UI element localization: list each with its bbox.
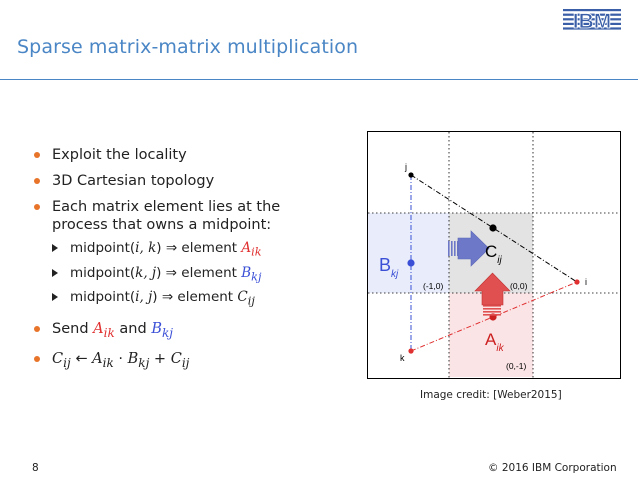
bullet-locality: Exploit the locality [32, 146, 362, 164]
image-caption: Image credit: [Weber2015] [420, 389, 562, 401]
label-b-kj: $B_{kj}$ [379, 255, 399, 280]
copyright-notice: © 2016 IBM Corporation [488, 462, 617, 474]
bullet-list [32, 146, 362, 380]
midpoint-c [489, 224, 496, 231]
coord-center: (0,0) [510, 281, 528, 291]
coord-left: (-1,0) [423, 281, 444, 291]
label-k: k [400, 353, 405, 363]
sub-item-c: midpoint(i, j) ⇒ element $C_{ij}$ [32, 287, 362, 312]
label-j: j [405, 162, 407, 172]
midpoint-sublist [32, 238, 362, 312]
point-j [408, 172, 413, 177]
page-number: 8 [32, 462, 39, 474]
bullet-formula: $C_{ij}$ ← $A_{ik} \cdot B_{kj} + C_{ij}$ [32, 350, 362, 372]
title-divider [0, 79, 638, 80]
coord-bottom: (0,-1) [506, 361, 527, 371]
point-k [408, 348, 413, 353]
cartesian-topology-figure [367, 131, 621, 379]
bullet-send: Send $A_{ik}$ and $B_{kj}$ [32, 320, 362, 342]
sub-item-a: midpoint(i, k) ⇒ element $A_{ik}$ [32, 238, 362, 263]
svg-text:IBM: IBM [572, 10, 612, 32]
ibm-logo [563, 8, 621, 32]
label-i: i [585, 277, 587, 287]
midpoint-b [407, 259, 414, 266]
bullet-topology: 3D Cartesian topology [32, 172, 362, 190]
sub-item-b: midpoint(k, j) ⇒ element $B_{kj}$ [32, 263, 362, 288]
slide-title: Sparse matrix-matrix multiplication [17, 36, 359, 58]
bullet-midpoint: Each matrix element lies at the process that owns a midpoint: [32, 198, 362, 234]
label-c-ij: $C_{ij}$ [485, 242, 502, 266]
label-a-ik: $A_{ik}$ [485, 330, 504, 354]
point-i [574, 279, 579, 284]
